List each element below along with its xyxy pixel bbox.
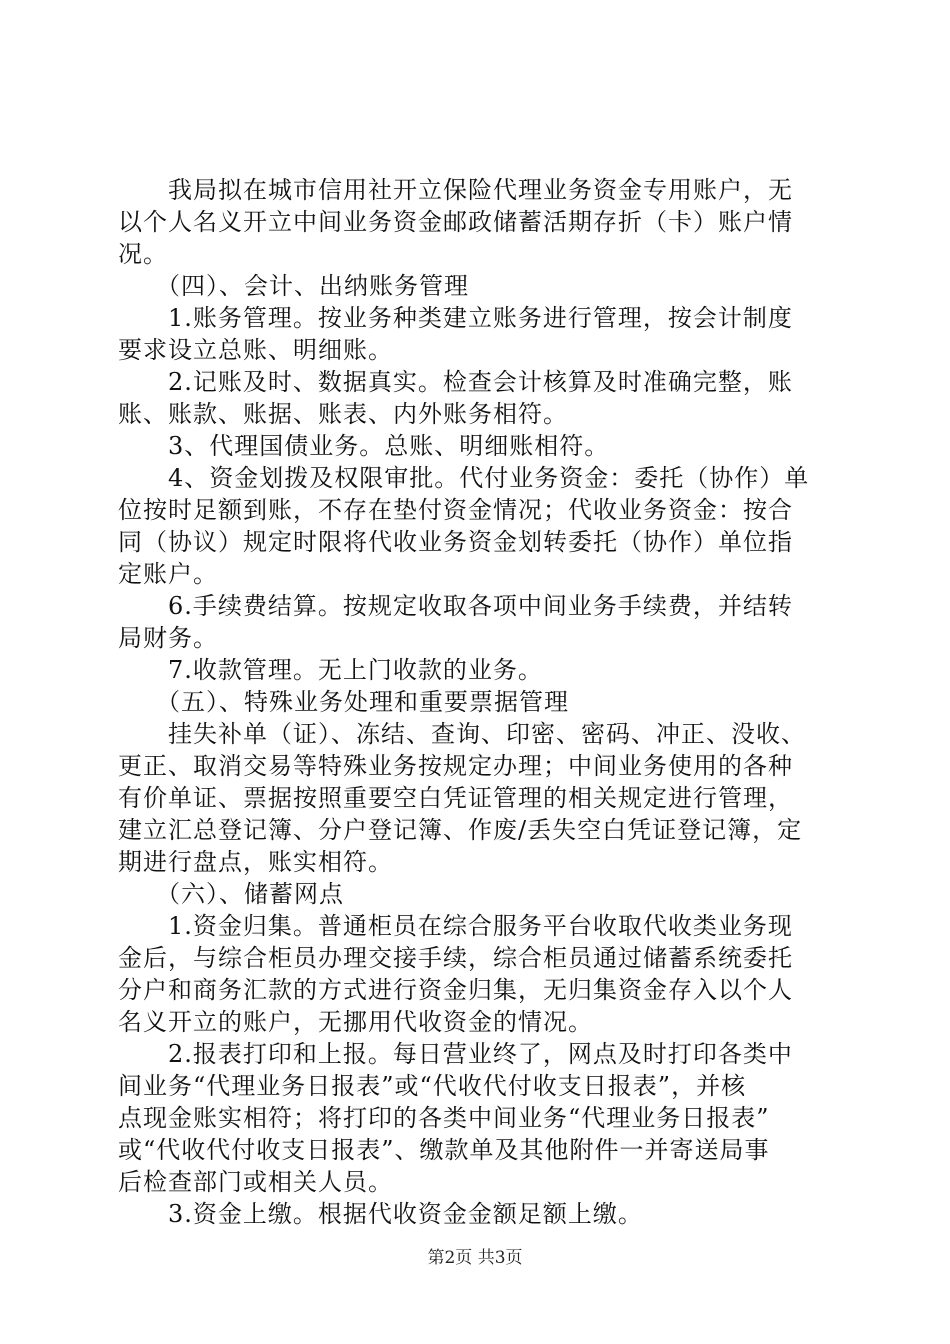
text-line: 我局拟在城市信用社开立保险代理业务资金专用账户，无 xyxy=(118,176,793,204)
text-line: 4、资金划拨及权限审批。代付业务资金：委托（协作）单 xyxy=(118,464,810,492)
section-heading: （四）、会计、出纳账务管理 xyxy=(118,272,469,300)
text-line: 以个人名义开立中间业务资金邮政储蓄活期存折（卡）账户情 xyxy=(118,208,793,236)
text-line: 3、代理国债业务。总账、明细账相符。 xyxy=(118,432,610,460)
text-line: 金后，与综合柜员办理交接手续，综合柜员通过储蓄系统委托 xyxy=(118,944,793,972)
text-line: 名义开立的账户，无挪用代收资金的情况。 xyxy=(118,1008,593,1036)
text-line: 2.报表打印和上报。每日营业终了，网点及时打印各类中 xyxy=(118,1040,793,1068)
document-body xyxy=(118,174,838,1230)
text-line: 账、账款、账据、账表、内外账务相符。 xyxy=(118,400,568,428)
text-line: 期进行盘点，账实相符。 xyxy=(118,848,393,876)
text-line: 挂失补单（证）、冻结、查询、印密、密码、冲正、没收、 xyxy=(118,720,806,748)
text-line: 局财务。 xyxy=(118,624,218,652)
text-line: 分户和商务汇款的方式进行资金归集，无归集资金存入以个人 xyxy=(118,976,793,1004)
text-line: 同（协议）规定时限将代收业务资金划转委托（协作）单位指 xyxy=(118,528,793,556)
text-line: 况。 xyxy=(118,240,168,268)
section-heading: （六）、储蓄网点 xyxy=(118,880,344,908)
text-line: 1.账务管理。按业务种类建立账务进行管理，按会计制度 xyxy=(118,304,793,332)
page-number-footer: 第2页 共3页 xyxy=(427,1248,523,1268)
text-line: 1.资金归集。普通柜员在综合服务平台收取代收类业务现 xyxy=(118,912,793,940)
text-line: 建立汇总登记簿、分户登记簿、作废/丢失空白凭证登记簿，定 xyxy=(118,816,803,844)
section-heading: （五）、特殊业务处理和重要票据管理 xyxy=(118,688,569,716)
text-line: 间业务“代理业务日报表”或“代收代付收支日报表”，并核 xyxy=(118,1072,747,1100)
text-line: 有价单证、票据按照重要空白凭证管理的相关规定进行管理， xyxy=(118,784,793,812)
text-line: 点现金账实相符；将打印的各类中间业务“代理业务日报表” xyxy=(118,1104,770,1132)
text-line: 3.资金上缴。根据代收资金金额足额上缴。 xyxy=(118,1200,643,1228)
text-line: 2.记账及时、数据真实。检查会计核算及时准确完整，账 xyxy=(118,368,793,396)
text-line: 6.手续费结算。按规定收取各项中间业务手续费，并结转 xyxy=(118,592,793,620)
text-line: 后检查部门或相关人员。 xyxy=(118,1168,393,1196)
text-line: 7.收款管理。无上门收款的业务。 xyxy=(118,656,543,684)
text-line: 要求设立总账、明细账。 xyxy=(118,336,393,364)
text-line: 或“代收代付收支日报表”、缴款单及其他附件一并寄送局事 xyxy=(118,1136,770,1164)
text-line: 位按时足额到账，不存在垫付资金情况；代收业务资金：按合 xyxy=(118,496,793,524)
text-line: 更正、取消交易等特殊业务按规定办理；中间业务使用的各种 xyxy=(118,752,793,780)
text-line: 定账户。 xyxy=(118,560,218,588)
